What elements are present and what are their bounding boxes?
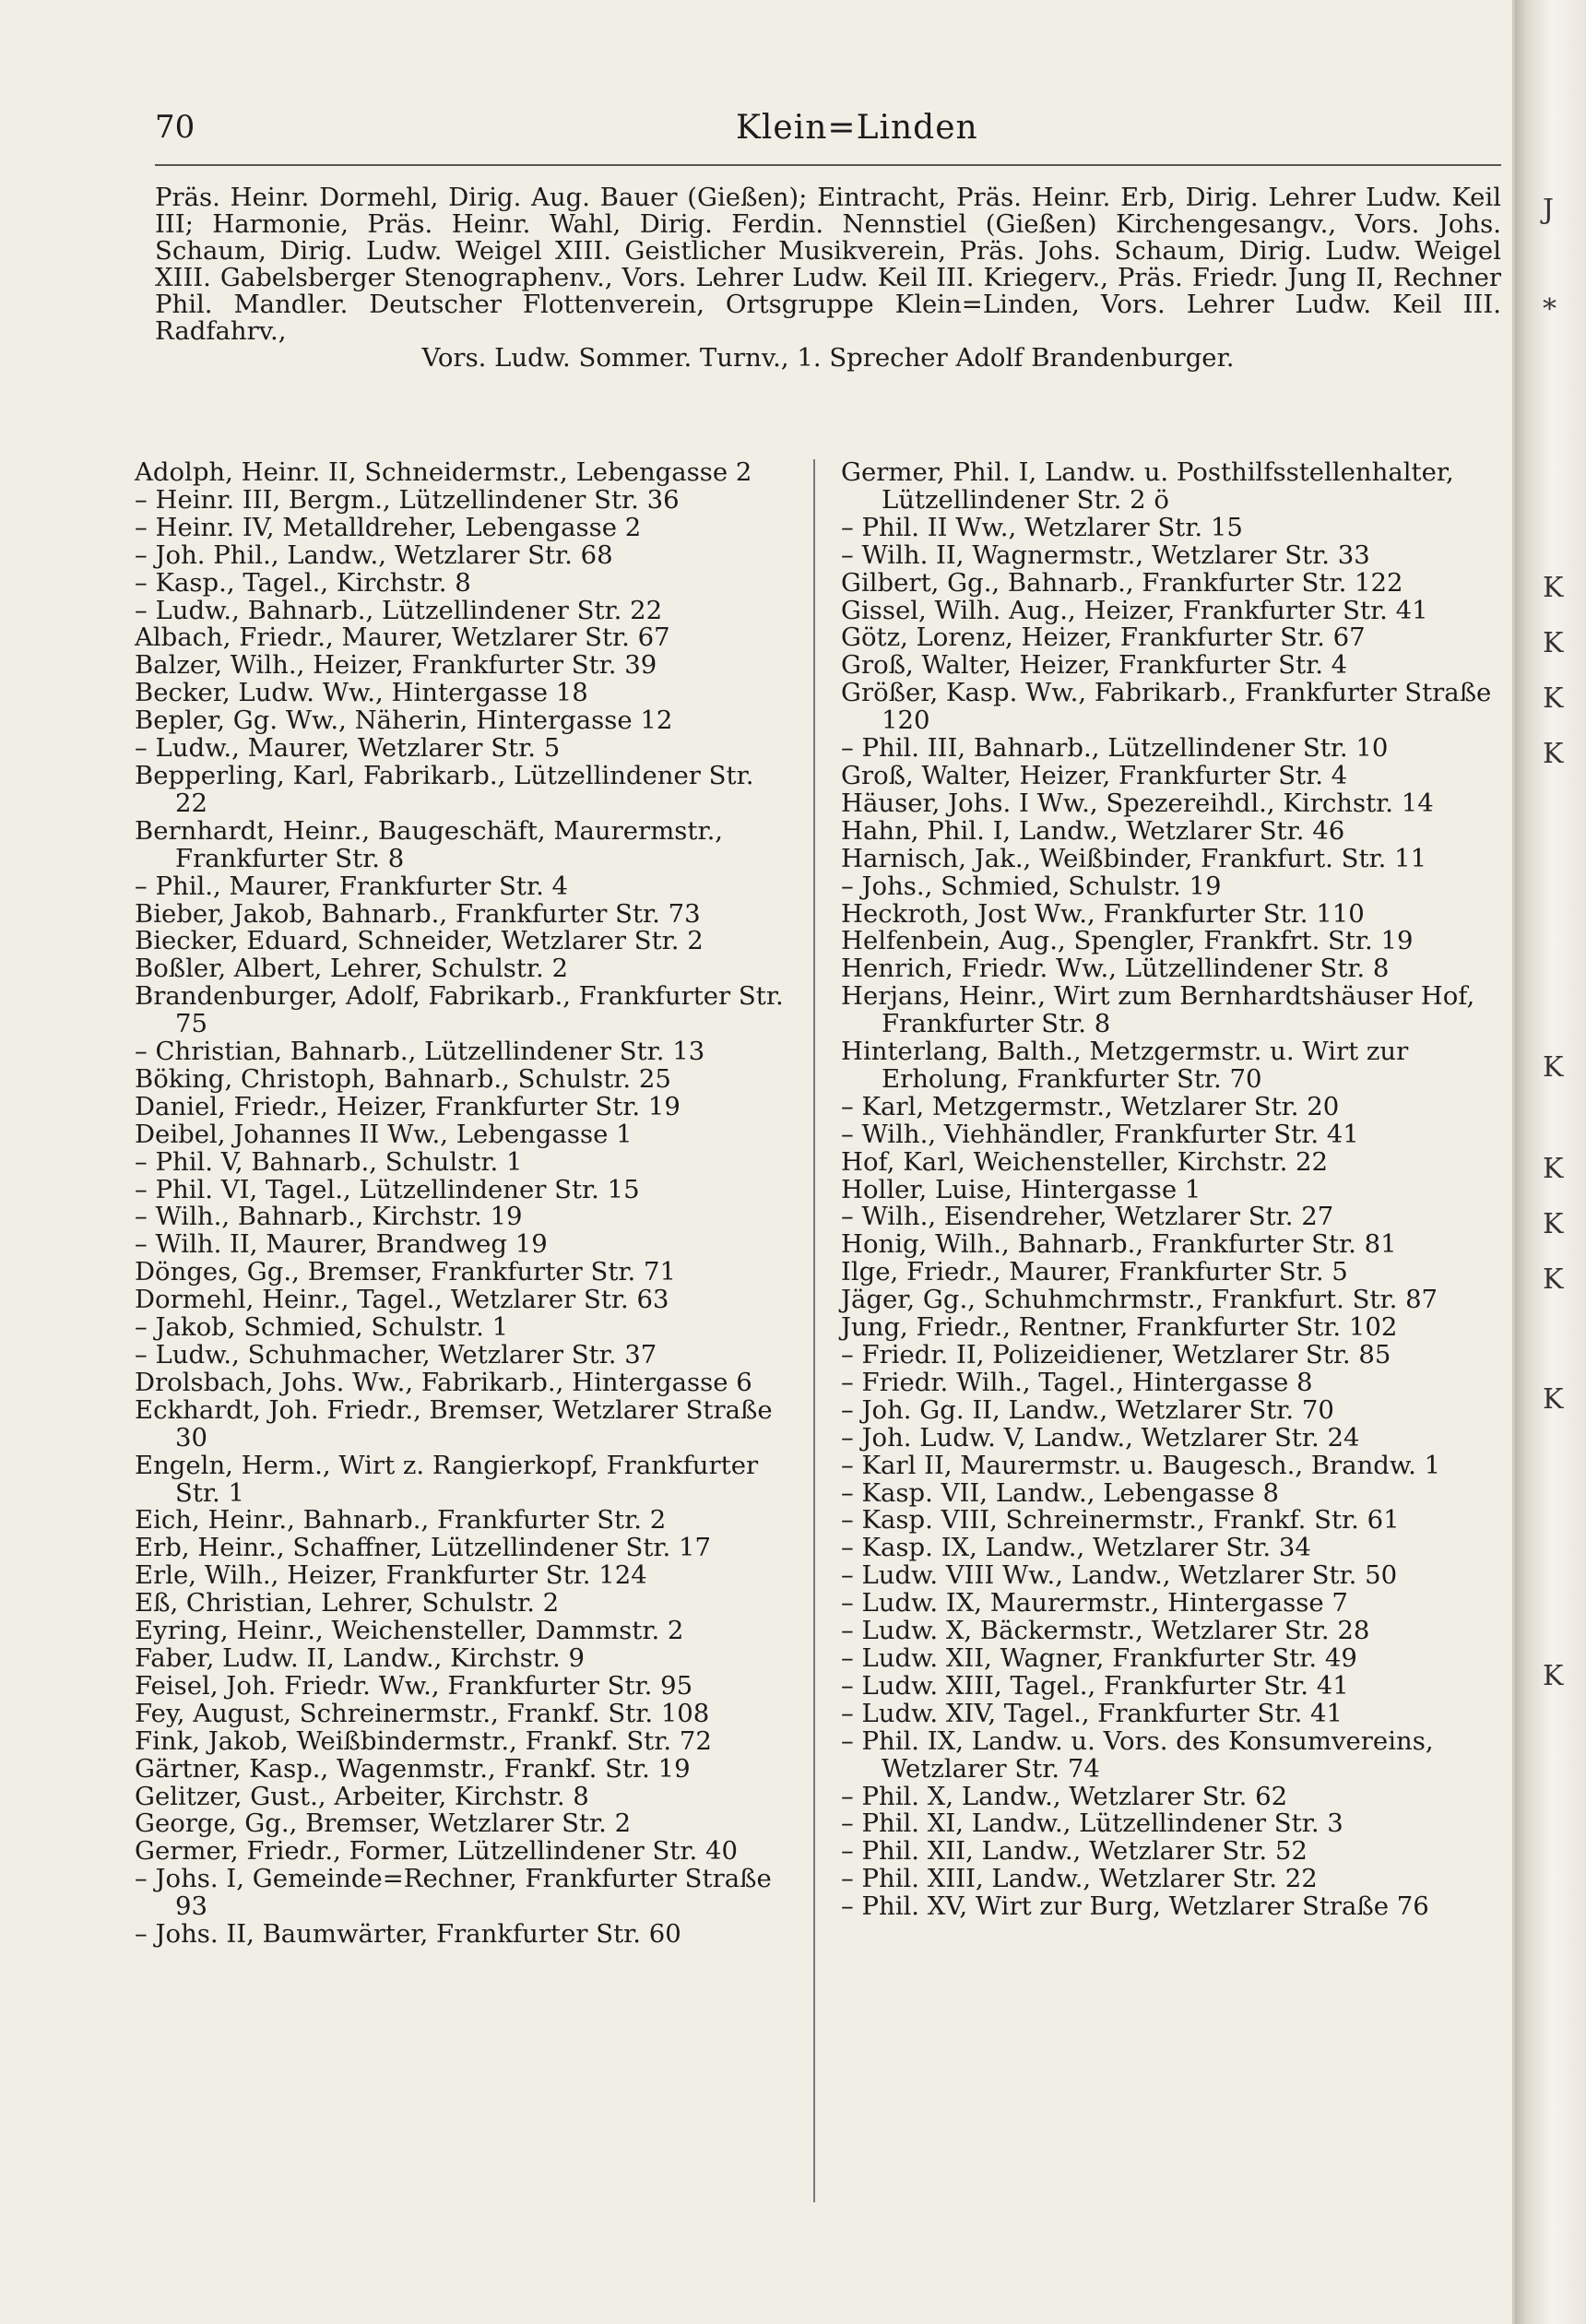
directory-entry: Hof, Karl, Weichensteller, Kirchstr. 22 (841, 1146, 1329, 1177)
directory-entry: – Phil. XII, Landw., Wetzlarer Str. 52 (841, 1836, 1308, 1867)
directory-entry: – Phil. XV, Wirt zur Burg, Wetzlarer Straße 76 (841, 1891, 1429, 1922)
directory-entry: – Ludw., Bahnarb., Lützellindener Str. 22 (135, 595, 663, 625)
directory-entry: Brandenburger, Adolf, Fabrikarb., Frankfurter Str. 75 (135, 981, 784, 1039)
directory-entry: Bernhardt, Heinr., Baugeschäft, Maurermstr., Frankfurter Str. 8 (135, 815, 724, 873)
directory-entry: Größer, Kasp. Ww., Fabrikarb., Frankfurter Straße 120 (841, 678, 1492, 736)
directory-entry: Honig, Wilh., Bahnarb., Frankfurter Str. 81 (841, 1229, 1397, 1260)
directory-entry: Götz, Lorenz, Heizer, Frankfurter Str. 67 (841, 622, 1366, 653)
directory-entry: Groß, Walter, Heizer, Frankfurter Str. 4 (841, 760, 1348, 790)
associations-text: Präs. Heinr. Dormehl, Dirig. Aug. Bauer (Gießen); Eintracht, Präs. Heinr. Erb, Dirig. Lehrer Ludw. Keil III; Harmonie, Präs. Heinr. Wahl, Dirig. Ferdin. Nennstiel (Gießen) Kirchengesangv., Vors. Johs. Schaum, Dirig. Ludw. Weigel XIII. Geistlicher Musikverein, Präs. Johs. Schaum, Dirig. Ludw. Weigel XIII. Gabelsberger Stenographenv., Vors. Lehrer Ludw. Keil III. Kriegerv., Präs. Friedr. Jung II, Rechner Phil. Mandler. Deutscher Flottenverein, Ortsgruppe Klein=Linden, Vors. Lehrer Ludw. Keil III. Radfahrv., (155, 183, 1501, 346)
directory-entry: – Ludw. VIII Ww., Landw., Wetzlarer Str. 50 (841, 1560, 1398, 1591)
directory-entry: Faber, Ludw. II, Landw., Kirchstr. 9 (135, 1642, 585, 1673)
directory-entry: – Kasp. VII, Landw., Lebengasse 8 (841, 1477, 1280, 1508)
page-number: 70 (155, 109, 195, 146)
directory-entry: Henrich, Friedr. Ww., Lützellindener Str. 8 (841, 954, 1390, 984)
directory-entry: Heckroth, Jost Ww., Frankfurter Str. 110 (841, 898, 1365, 929)
directory-entry: Hinterlang, Balth., Metzgermstr. u. Wirt zur Erholung, Frankfurter Str. 70 (841, 1037, 1409, 1094)
directory-entry: Fink, Jakob, Weißbindermstr., Frankf. Str. 72 (135, 1725, 712, 1756)
directory-entry: Gärtner, Kasp., Wagenmstr., Frankf. Str. 19 (135, 1753, 691, 1784)
directory-entry: – Ludw. XII, Wagner, Frankfurter Str. 49 (841, 1642, 1357, 1673)
directory-entry: Jäger, Gg., Schuhmchrmstr., Frankfurt. Str. 87 (841, 1285, 1438, 1315)
directory-entry: – Phil. VI, Tagel., Lützellindener Str. 15 (135, 1174, 640, 1204)
directory-entry: – Friedr. II, Polizeidiener, Wetzlarer Str. 85 (841, 1340, 1391, 1370)
edge-glyph: K (1543, 1263, 1564, 1296)
directory-entry: – Phil. XIII, Landw., Wetzlarer Str. 22 (841, 1864, 1318, 1894)
directory-entry: – Wilh., Viehhändler, Frankfurter Str. 41 (841, 1119, 1359, 1149)
directory-entry: Biecker, Eduard, Schneider, Wetzlarer Str. 2 (135, 926, 704, 956)
right-column (841, 459, 1492, 1921)
directory-entry: – Ludw. XIII, Tagel., Frankfurter Str. 41 (841, 1670, 1349, 1701)
directory-entry: – Ludw. X, Bäckermstr., Wetzlarer Str. 28 (841, 1616, 1370, 1646)
edge-glyph: K (1543, 1208, 1564, 1240)
directory-entry: Holler, Luise, Hintergasse 1 (841, 1174, 1201, 1204)
directory-entry: – Phil., Maurer, Frankfurter Str. 4 (135, 871, 569, 901)
directory-entry: – Ludw., Maurer, Wetzlarer Str. 5 (135, 733, 561, 764)
column-divider (813, 459, 815, 2202)
directory-entry: – Wilh., Bahnarb., Kirchstr. 19 (135, 1202, 523, 1232)
directory-entry: Erb, Heinr., Schaffner, Lützellindener Str. 17 (135, 1533, 712, 1563)
directory-entry: Ilge, Friedr., Maurer, Frankfurter Str. 5 (841, 1257, 1348, 1287)
directory-entry: Dönges, Gg., Bremser, Frankfurter Str. 71 (135, 1257, 677, 1287)
directory-entry: Erle, Wilh., Heizer, Frankfurter Str. 124 (135, 1560, 647, 1591)
edge-glyph: K (1543, 682, 1564, 715)
directory-entry: George, Gg., Bremser, Wetzlarer Str. 2 (135, 1808, 632, 1839)
directory-entry: – Joh. Ludw. V, Landw., Wetzlarer Str. 24 (841, 1422, 1360, 1452)
directory-entry: Fey, August, Schreinermstr., Frankf. Str. 108 (135, 1698, 710, 1728)
directory-entry: Eß, Christian, Lehrer, Schulstr. 2 (135, 1588, 560, 1618)
edge-glyph: K (1543, 572, 1564, 604)
directory-entry: – Joh. Gg. II, Landw., Wetzlarer Str. 70 (841, 1394, 1334, 1425)
directory-entry: – Friedr. Wilh., Tagel., Hintergasse 8 (841, 1367, 1313, 1397)
directory-entry: – Phil. V, Bahnarb., Schulstr. 1 (135, 1146, 523, 1177)
directory-entry: Bepler, Gg. Ww., Näherin, Hintergasse 12 (135, 706, 673, 736)
edge-glyph: K (1543, 1153, 1564, 1185)
directory-entry: Hahn, Phil. I, Landw., Wetzlarer Str. 46 (841, 815, 1345, 846)
directory-entry: – Johs. I, Gemeinde=Rechner, Frankfurter Straße 93 (135, 1864, 772, 1922)
edge-glyph: K (1543, 1660, 1564, 1692)
directory-entry: Bieber, Jakob, Bahnarb., Frankfurter Str. 73 (135, 898, 701, 929)
directory-entry: – Karl, Metzgermstr., Wetzlarer Str. 20 (841, 1091, 1340, 1121)
edge-glyph: * (1543, 293, 1556, 326)
directory-entry: Daniel, Friedr., Heizer, Frankfurter Str. 19 (135, 1091, 681, 1121)
directory-entry: – Joh. Phil., Landw., Wetzlarer Str. 68 (135, 540, 613, 570)
directory-entry: – Kasp., Tagel., Kirchstr. 8 (135, 567, 471, 598)
directory-entry: – Kasp. VIII, Schreinermstr., Frankf. Str. 61 (841, 1505, 1400, 1536)
directory-entry: Dormehl, Heinr., Tagel., Wetzlarer Str. 63 (135, 1285, 669, 1315)
header-rule (155, 164, 1501, 166)
directory-entry: – Phil. X, Landw., Wetzlarer Str. 62 (841, 1781, 1288, 1811)
directory-entry: Feisel, Joh. Friedr. Ww., Frankfurter Str. 95 (135, 1670, 693, 1701)
left-column (135, 459, 786, 1949)
directory-entry: Balzer, Wilh., Heizer, Frankfurter Str. 39 (135, 650, 657, 681)
directory-entry: Deibel, Johannes II Ww., Lebengasse 1 (135, 1119, 633, 1149)
directory-entry: Häuser, Johs. I Ww., Spezereihdl., Kirchstr. 14 (841, 788, 1434, 818)
edge-glyph: J (1543, 194, 1555, 226)
directory-entry: Becker, Ludw. Ww., Hintergasse 18 (135, 678, 588, 708)
directory-entry: – Ludw. XIV, Tagel., Frankfurter Str. 41 (841, 1698, 1343, 1728)
directory-entry: – Johs., Schmied, Schulstr. 19 (841, 871, 1222, 901)
directory-entry: – Jakob, Schmied, Schulstr. 1 (135, 1312, 509, 1343)
directory-entry: Herjans, Heinr., Wirt zum Bernhardtshäuser Hof, Frankfurter Str. 8 (841, 981, 1475, 1039)
directory-entry: Eyring, Heinr., Weichensteller, Dammstr. 2 (135, 1616, 684, 1646)
directory-entry: – Ludw. IX, Maurermstr., Hintergasse 7 (841, 1588, 1348, 1618)
directory-entry: – Phil. II Ww., Wetzlarer Str. 15 (841, 512, 1243, 542)
directory-entry: – Phil. IX, Landw. u. Vors. des Konsumvereins, Wetzlarer Str. 74 (841, 1725, 1434, 1784)
directory-entry: Bepperling, Karl, Fabrikarb., Lützellindener Str. 22 (135, 760, 754, 818)
edge-glyph: K (1543, 1051, 1564, 1084)
directory-entry: Groß, Walter, Heizer, Frankfurter Str. 4 (841, 650, 1348, 681)
directory-entry: Engeln, Herm., Wirt z. Rangierkopf, Frankfurter Str. 1 (135, 1450, 759, 1508)
directory-entry: Albach, Friedr., Maurer, Wetzlarer Str. 67 (135, 622, 670, 653)
edge-glyph: K (1543, 738, 1564, 770)
directory-entry: Drolsbach, Johs. Ww., Fabrikarb., Hintergasse 6 (135, 1367, 752, 1397)
directory-entry: Germer, Friedr., Former, Lützellindener Str. 40 (135, 1836, 738, 1867)
directory-entry: Adolph, Heinr. II, Schneidermstr., Lebengasse 2 (135, 457, 752, 487)
directory-entry: – Phil. III, Bahnarb., Lützellindener Str. 10 (841, 733, 1389, 764)
directory-entry: Gelitzer, Gust., Arbeiter, Kirchstr. 8 (135, 1781, 589, 1811)
directory-entry: Gissel, Wilh. Aug., Heizer, Frankfurter Str. 41 (841, 595, 1428, 625)
directory-entry: – Christian, Bahnarb., Lützellindener Str. 13 (135, 1037, 705, 1067)
directory-entry: – Wilh. II, Wagnermstr., Wetzlarer Str. 33 (841, 540, 1370, 570)
directory-entry: – Wilh., Eisendreher, Wetzlarer Str. 27 (841, 1202, 1334, 1232)
directory-entry: Eckhardt, Joh. Friedr., Bremser, Wetzlarer Straße 30 (135, 1394, 773, 1452)
directory-entry: – Heinr. III, Bergm., Lützellindener Str. 36 (135, 484, 680, 515)
directory-entry: Böking, Christoph, Bahnarb., Schulstr. 25 (135, 1063, 671, 1094)
directory-entry: Eich, Heinr., Bahnarb., Frankfurter Str. 2 (135, 1505, 667, 1536)
edge-glyph: K (1543, 627, 1564, 659)
directory-entry: – Karl II, Maurermstr. u. Baugesch., Brandw. 1 (841, 1450, 1441, 1480)
directory-entry: Helfenbein, Aug., Spengler, Frankfrt. Str. 19 (841, 926, 1414, 956)
page-header (155, 109, 1501, 164)
edge-glyph: K (1543, 1383, 1564, 1416)
directory-entry: – Ludw., Schuhmacher, Wetzlarer Str. 37 (135, 1340, 657, 1370)
associations-text-end: Vors. Ludw. Sommer. Turnv., 1. Sprecher Adolf Brandenburger. (421, 343, 1235, 373)
directory-entry: – Johs. II, Baumwärter, Frankfurter Str. 60 (135, 1919, 681, 1950)
adjacent-page-edge (1515, 0, 1586, 2324)
directory-entry: – Phil. XI, Landw., Lützellindener Str. 3 (841, 1808, 1343, 1839)
directory-entry: – Heinr. IV, Metalldreher, Lebengasse 2 (135, 512, 642, 542)
directory-entry: Germer, Phil. I, Landw. u. Posthilfsstellenhalter, Lützellindener Str. 2 ö (841, 457, 1454, 515)
directory-entry: – Wilh. II, Maurer, Brandweg 19 (135, 1229, 548, 1260)
directory-entry: Gilbert, Gg., Bahnarb., Frankfurter Str. 122 (841, 567, 1403, 598)
directory-entry: – Kasp. IX, Landw., Wetzlarer Str. 34 (841, 1533, 1311, 1563)
directory-entry: Harnisch, Jak., Weißbinder, Frankfurt. Str. 11 (841, 843, 1427, 873)
page-title: Klein=Linden (736, 109, 978, 147)
associations-paragraph (155, 184, 1501, 372)
directory-entry: Jung, Friedr., Rentner, Frankfurter Str. 102 (841, 1312, 1398, 1343)
directory-entry: Boßler, Albert, Lehrer, Schulstr. 2 (135, 954, 569, 984)
